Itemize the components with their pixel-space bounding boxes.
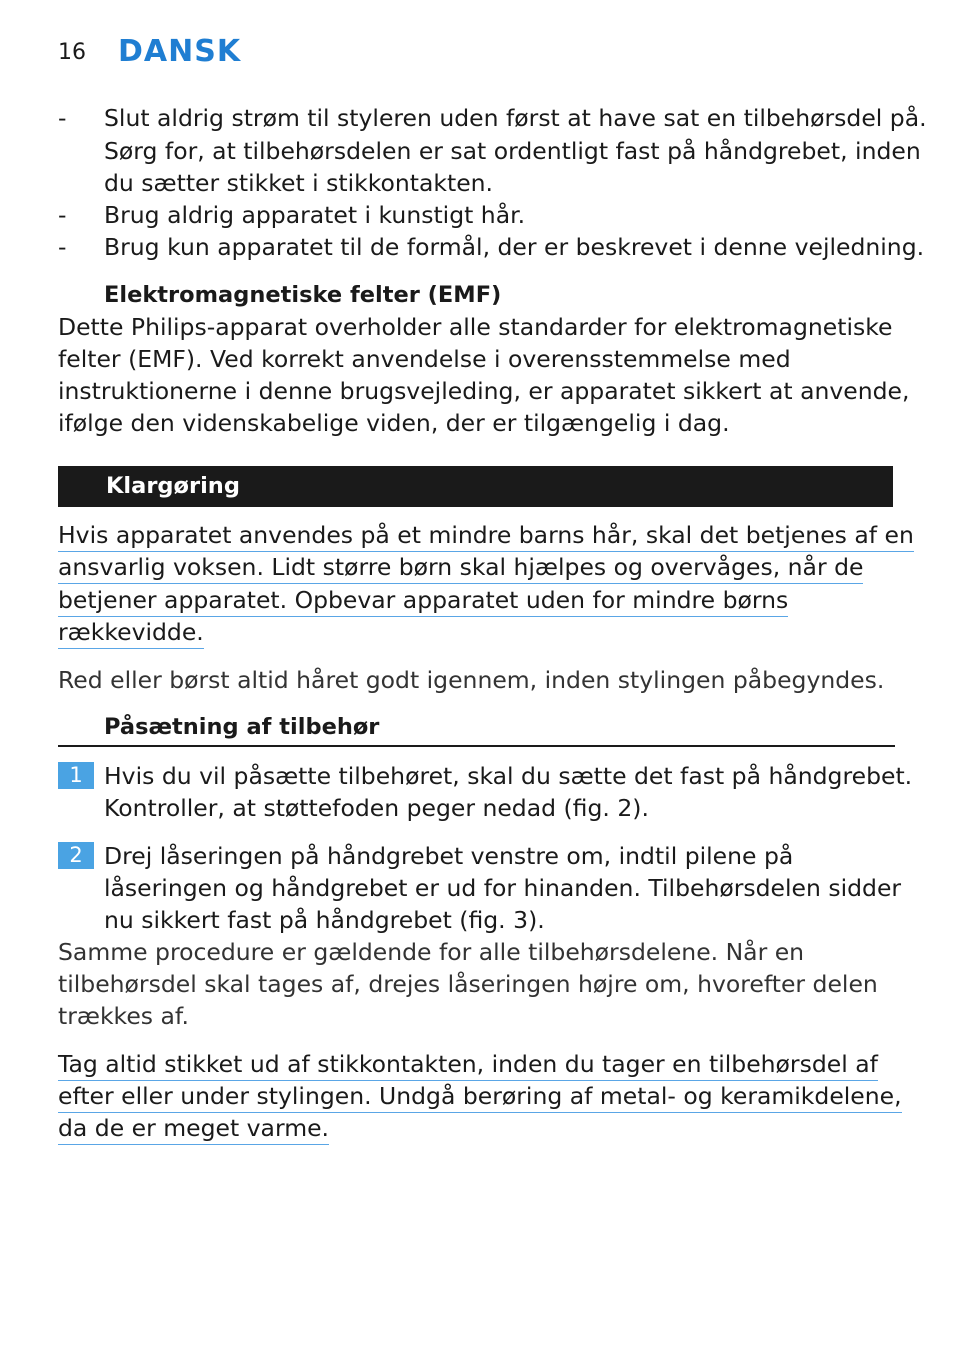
step-number-badge: 1 bbox=[58, 762, 94, 789]
bullet-dash: - bbox=[58, 201, 67, 229]
section-header-bar bbox=[58, 466, 893, 507]
bullet-line: Brug kun apparatet til de formål, der er beskrevet i denne vejledning. bbox=[104, 233, 925, 261]
procedure-note-line: trækkes af. bbox=[58, 1002, 189, 1030]
heading-rule bbox=[58, 745, 895, 747]
warning-line: ansvarlig voksen. Lidt større børn skal hjælpes og overvåges, når de bbox=[58, 551, 863, 584]
step-line: Kontroller, at støttefoden peger nedad (fig. 2). bbox=[104, 794, 649, 822]
bullet-line: du sætter stikket i stikkontakten. bbox=[104, 169, 494, 197]
emf-text-line: Dette Philips-apparat overholder alle standarder for elektromagnetiske bbox=[58, 313, 893, 341]
language-heading: DANSK bbox=[118, 34, 242, 69]
brush-note: Red eller børst altid håret godt igennem, inden stylingen påbegyndes. bbox=[58, 666, 885, 694]
bullet-line: Sørg for, at tilbehørsdelen er sat ordentligt fast på håndgrebet, inden bbox=[104, 137, 921, 165]
warning-line: rækkevidde. bbox=[58, 616, 204, 649]
bullet-line: Brug aldrig apparatet i kunstigt hår. bbox=[104, 201, 526, 229]
step-number-badge: 2 bbox=[58, 842, 94, 869]
bullet-line: Slut aldrig strøm til styleren uden først at have sat en tilbehørsdel på. bbox=[104, 104, 927, 132]
step-line: Drej låseringen på håndgrebet venstre om, indtil pilene på bbox=[104, 842, 794, 870]
procedure-note-line: tilbehørsdel skal tages af, drejes låseringen højre om, hvorefter delen bbox=[58, 970, 878, 998]
warning-line: da de er meget varme. bbox=[58, 1112, 329, 1145]
warning-line: Hvis apparatet anvendes på et mindre barns hår, skal det betjenes af en bbox=[58, 519, 914, 552]
bullet-dash: - bbox=[58, 233, 67, 261]
step-line: låseringen og håndgrebet er ud for hinanden. Tilbehørsdelen sidder bbox=[104, 874, 902, 902]
emf-heading: Elektromagnetiske felter (EMF) bbox=[104, 282, 502, 308]
emf-text-line: ifølge den videnskabelige viden, der er tilgængelig i dag. bbox=[58, 409, 730, 437]
emf-text-line: instruktionerne i denne brugsvejleding, er apparatet sikkert at anvende, bbox=[58, 377, 910, 405]
step-line: nu sikkert fast på håndgrebet (fig. 3). bbox=[104, 906, 545, 934]
procedure-note-line: Samme procedure er gældende for alle tilbehørsdelene. Når en bbox=[58, 938, 805, 966]
warning-line: Tag altid stikket ud af stikkontakten, inden du tager en tilbehørsdel af bbox=[58, 1048, 878, 1081]
bullet-dash: - bbox=[58, 104, 67, 132]
attach-heading: Påsætning af tilbehør bbox=[104, 714, 380, 740]
page-number: 16 bbox=[58, 40, 86, 65]
warning-line: efter eller under stylingen. Undgå berøring af metal- og keramikdelene, bbox=[58, 1080, 902, 1113]
emf-text-line: felter (EMF). Ved korrekt anvendelse i overensstemmelse med bbox=[58, 345, 791, 373]
warning-line: betjener apparatet. Opbevar apparatet uden for mindre børns bbox=[58, 584, 788, 617]
section-title: Klargøring bbox=[106, 473, 240, 499]
step-line: Hvis du vil påsætte tilbehøret, skal du sætte det fast på håndgrebet. bbox=[104, 762, 913, 790]
